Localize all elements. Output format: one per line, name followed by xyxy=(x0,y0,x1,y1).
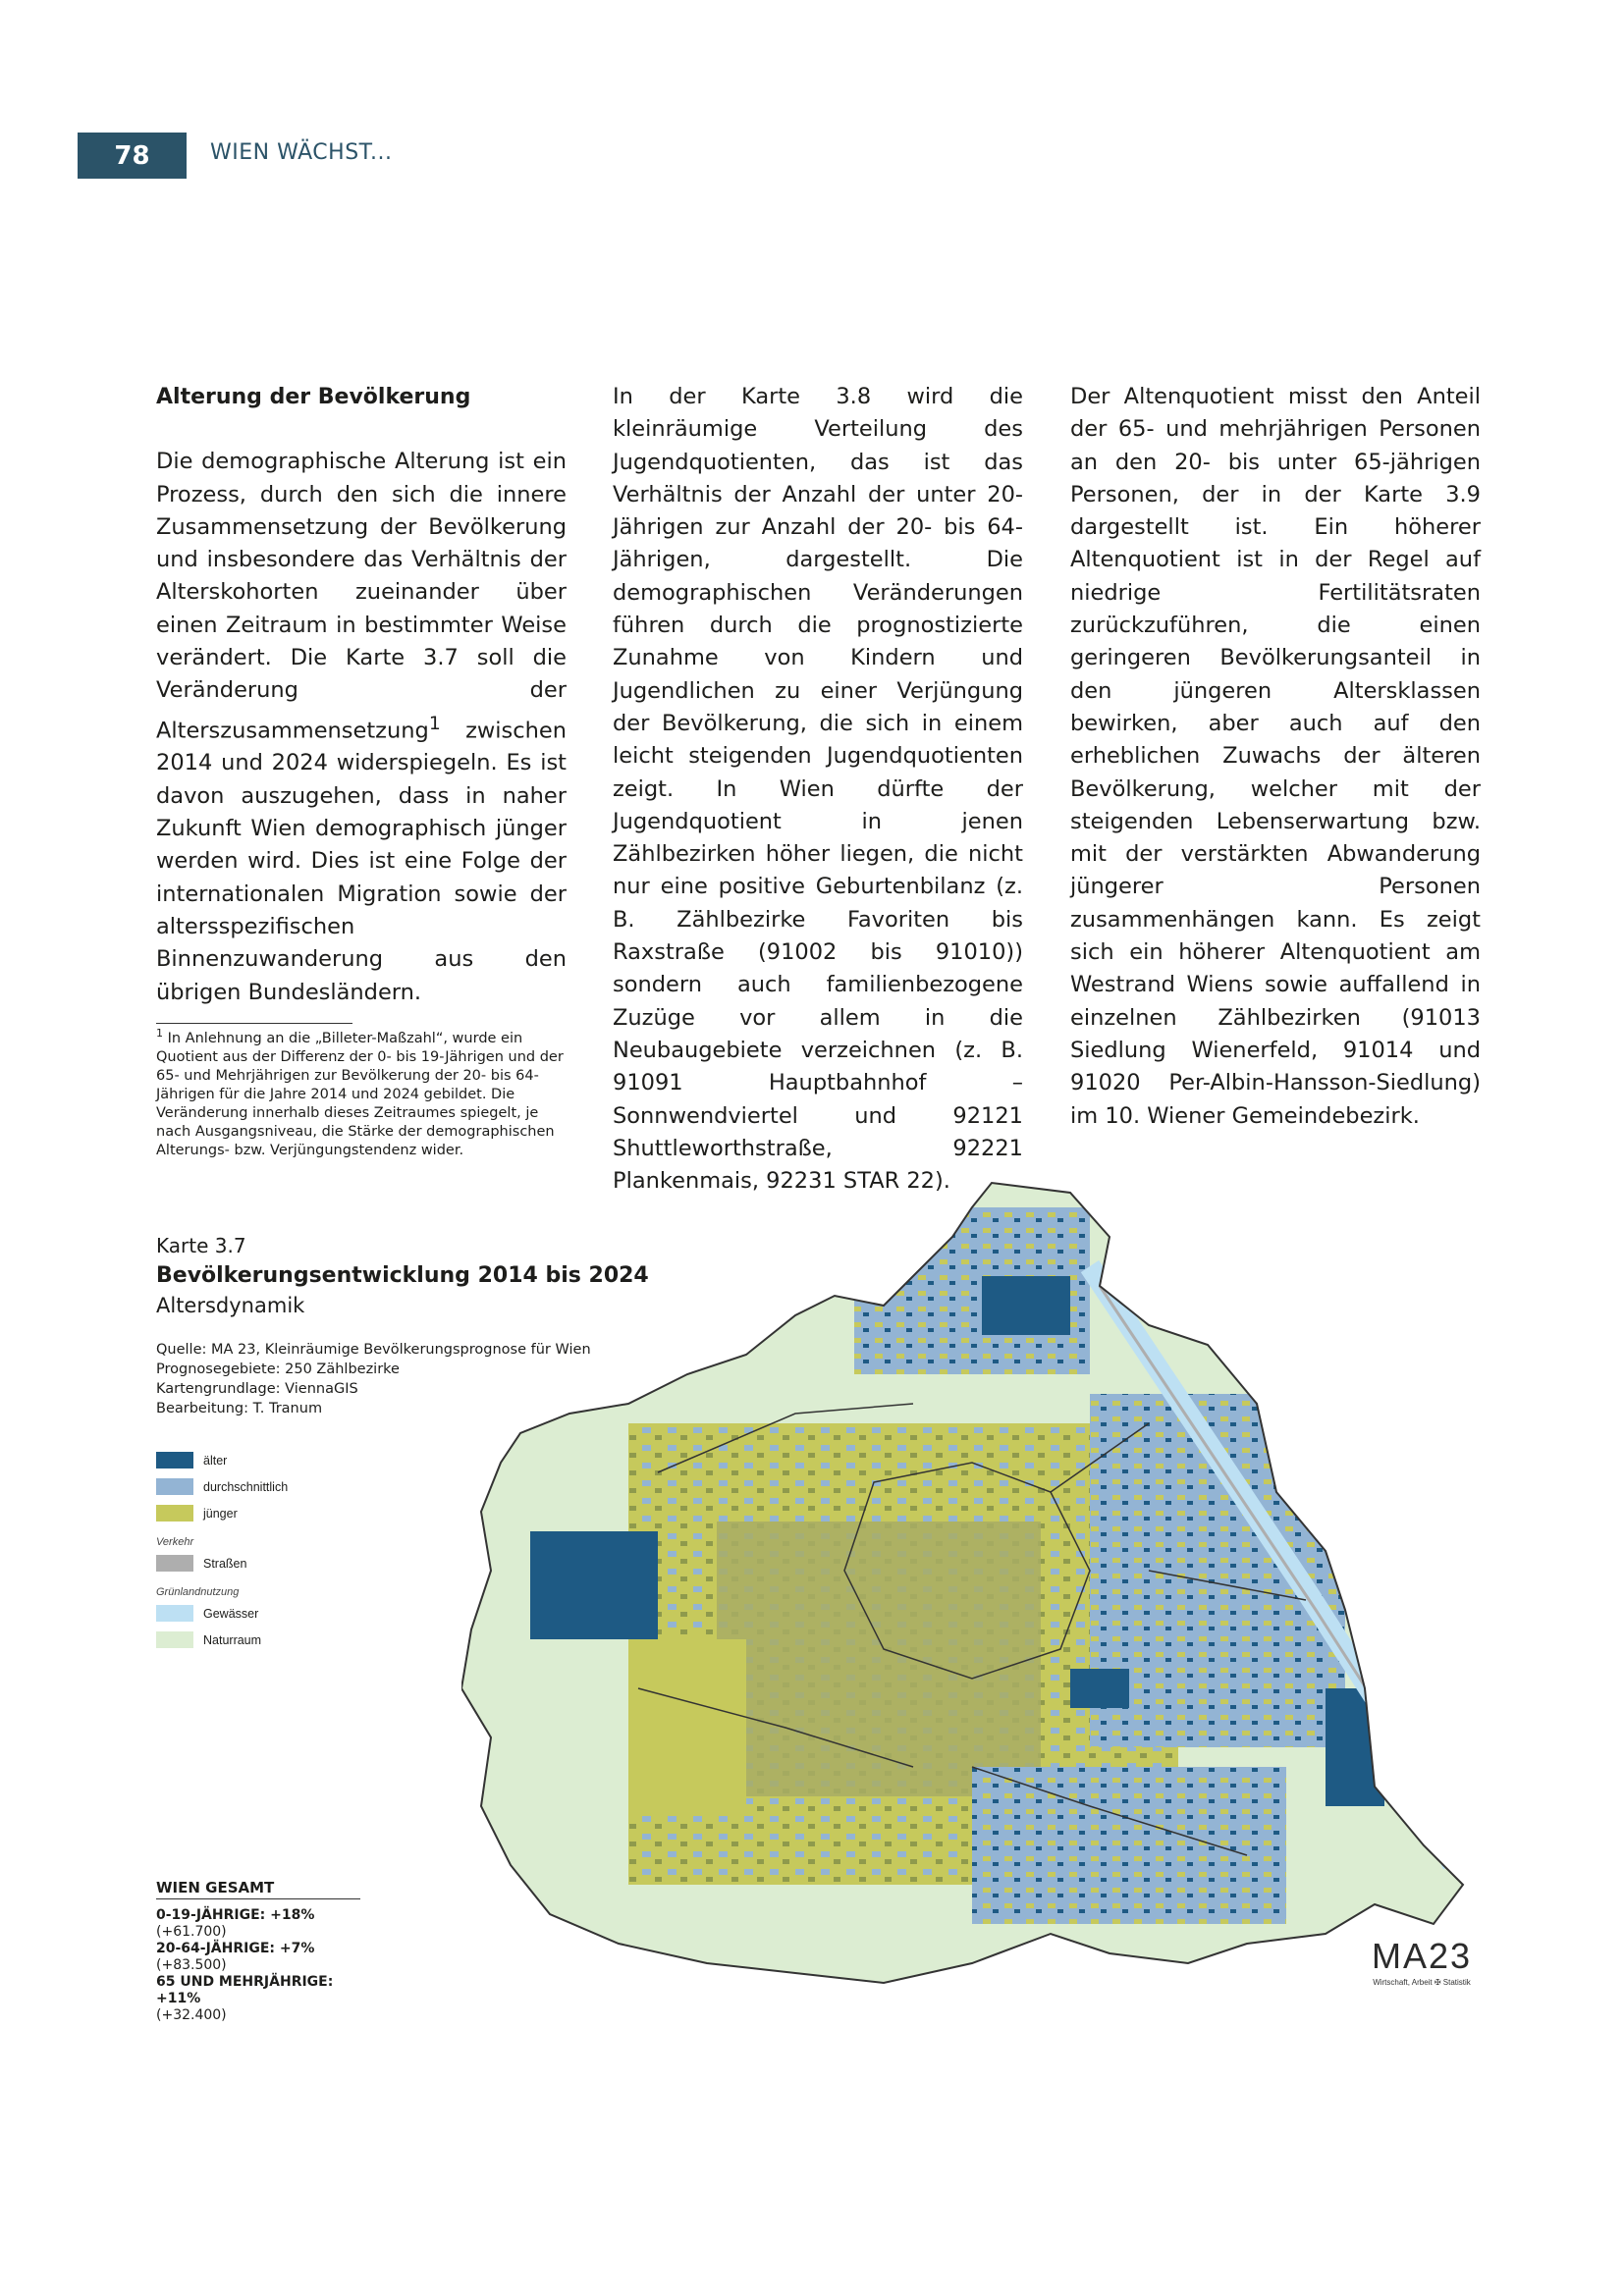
north-older-area xyxy=(982,1276,1070,1335)
section-heading: Alterung der Bevölkerung xyxy=(156,385,471,409)
map-editor: Bearbeitung: T. Tranum xyxy=(156,1401,323,1416)
map-label: Karte 3.7 xyxy=(156,1234,246,1257)
legend-label: Gewässer xyxy=(203,1606,259,1621)
south-older-area xyxy=(1070,1669,1129,1708)
text-column-2 xyxy=(613,381,1023,1198)
map-subtitle: Altersdynamik xyxy=(156,1294,305,1317)
legend-item-naturraum xyxy=(156,1630,288,1649)
legend-label: durchschnittlich xyxy=(203,1479,289,1494)
map-title: Bevölkerungsentwicklung 2014 bis 2024 xyxy=(156,1263,649,1288)
totals-row-abs: (+83.500) xyxy=(156,1957,227,1973)
totals-row-abs: (+32.400) xyxy=(156,2007,227,2023)
footnote-marker: 1 xyxy=(428,713,441,734)
running-header: WIEN WÄCHST... xyxy=(210,140,393,165)
paragraph-jugendquotient: In der Karte 3.8 wird die kleinräumige Verteilung des Jugendquotienten, das ist das Verhältnis der Anzahl der unter 20-Jährigen zur Anzahl der 20- bis 64-Jährigen, dargestellt. Die demographischen Veränderungen führen durch die prognostizierte Zunahme von Kindern und Jugendlichen zu einer Verjüngung der Bevölkerung, die sich in einem leicht steigenden Jugendquotienten zeigt. In Wien dürfte der Jugendquotient in jenen Zählbezirken höher liegen, die nicht nur eine positive Geburtenbilanz (z. B. Zählbezirke Favoriten bis Raxstraße (91002 bis 91010)) sondern auch familienbezogene Zuzüge vor allem in die Neubaugebiete verzeichnen (z. B. 91091 Hauptbahnhof – Sonnwendviertel und 92121 Shuttleworthstraße, 92221 Plankenmais, 92231 STAR 22). xyxy=(613,384,1023,1195)
totals-row-label: 65 UND MEHRJÄHRIGE: +11% xyxy=(156,1974,334,2006)
totals-heading: WIEN GESAMT xyxy=(156,1880,360,1899)
vienna-totals xyxy=(156,1880,360,2024)
text-column-1 xyxy=(156,381,567,1160)
text-column-3 xyxy=(1070,381,1481,1133)
west-older-area xyxy=(530,1531,658,1639)
inner-districts xyxy=(717,1522,1041,1796)
paragraph-altenquotient: Der Altenquotient misst den Anteil der 65- und mehrjährigen Personen an den 20- bis unter 65-jährigen Personen, der in der Karte 3.9 dargestellt ist. Ein höherer Altenquotient ist in der Regel auf niedrige Fertilitätsraten zurückzuführen, die einen geringeren Bevölkerungsanteil in den jüngeren Altersklassen bewirken, aber auch auf den erheblichen Zuwachs der älteren Bevölkerung, welcher mit der steigenden Lebenserwartung bzw. mit der verstärkten Abwanderung jüngerer Personen zusammenhängen kann. Es zeigt sich ein höherer Altenquotient am Westrand Wiens sowie auffallend in einzelnen Zählbezirken (91013 Siedlung Wienerfeld, 91014 und 91020 Per-Albin-Hansson-Siedlung) im 10. Wiener Gemeindebezirk. xyxy=(1070,384,1481,1129)
paragraph-part: Die demographische Alterung ist ein Prozess, durch den sich die innere Zusammensetzung der Bevölkerung und insbesondere das Verhältnis der Alterskohorten zueinander über einen Zeitraum in bestimmter Weise verändert. Die Karte 3.7 soll die Veränderung der Alterszusammensetzung xyxy=(156,449,567,744)
map-legend xyxy=(156,1451,288,1657)
legend-swatch xyxy=(156,1605,193,1622)
footnote xyxy=(156,1024,567,1160)
legend-swatch xyxy=(156,1452,193,1468)
paragraph-part: zwischen 2014 und 2024 widerspiegeln. Es ist davon auszugehen, dass in naher Zukunft Wien demographisch jünger werden wird. Dies ist eine Folge der internationalen Migration sowie der altersspezifischen Binnenzuwanderung aus den übrigen Bundesländern. xyxy=(156,718,567,1005)
legend-label: jünger xyxy=(203,1506,238,1521)
legend-item-gewaesser xyxy=(156,1604,288,1623)
footnote-number: 1 xyxy=(156,1026,163,1040)
legend-swatch xyxy=(156,1478,193,1495)
legend-item-durchschnittlich xyxy=(156,1477,288,1496)
favoriten-simmering xyxy=(972,1767,1286,1924)
west-younger-area xyxy=(628,1639,746,1816)
legend-item-aelter xyxy=(156,1451,288,1469)
legend-group-gruenland: Grünlandnutzung xyxy=(156,1586,240,1598)
page-number: 78 xyxy=(78,133,187,179)
logo-subline: Wirtschaft, Arbeit ✠ Statistik xyxy=(1373,1978,1471,1987)
legend-label: Straßen xyxy=(203,1556,247,1571)
legend-group-verkehr: Verkehr xyxy=(156,1536,194,1548)
totals-row-label: 20-64-JÄHRIGE: +7% xyxy=(156,1941,315,1956)
legend-swatch xyxy=(156,1505,193,1522)
map-areas: Prognosegebiete: 250 Zählbezirke xyxy=(156,1362,400,1377)
legend-item-juenger xyxy=(156,1504,288,1522)
legend-swatch xyxy=(156,1631,193,1648)
map-area xyxy=(461,1178,1502,1993)
legend-item-strassen xyxy=(156,1554,288,1573)
footnote-text: In Anlehnung an die „Billeter-Maßzahl“, wurde ein Quotient aus der Differenz der 0- bis 19-Jährigen und der 65- und Mehrjährigen zur Bevölkerung der 20- bis 64-Jährigen für die Jahre 2014 und 2024 gebildet. Die Veränderung innerhalb dieses Zeitraumes spiegelt, je nach Ausgangsniveau, die Stärke der demographischen Alterungs- bzw. Verjüngungstendenz wider. xyxy=(156,1030,564,1158)
map-basemap: Kartengrundlage: ViennaGIS xyxy=(156,1381,358,1397)
legend-label: Naturraum xyxy=(203,1632,262,1647)
map-source: Quelle: MA 23, Kleinräumige Bevölkerungsprognose für Wien xyxy=(156,1342,591,1358)
ma23-logo xyxy=(1363,1936,1481,1987)
totals-row-label: 0-19-JÄHRIGE: +18% xyxy=(156,1907,315,1923)
vienna-map xyxy=(461,1178,1502,1993)
logo-wordmark: MA23 xyxy=(1371,1936,1473,1976)
legend-swatch xyxy=(156,1555,193,1572)
legend-label: älter xyxy=(203,1453,228,1468)
paragraph-alterung xyxy=(156,446,567,1009)
totals-row-abs: (+61.700) xyxy=(156,1924,227,1940)
